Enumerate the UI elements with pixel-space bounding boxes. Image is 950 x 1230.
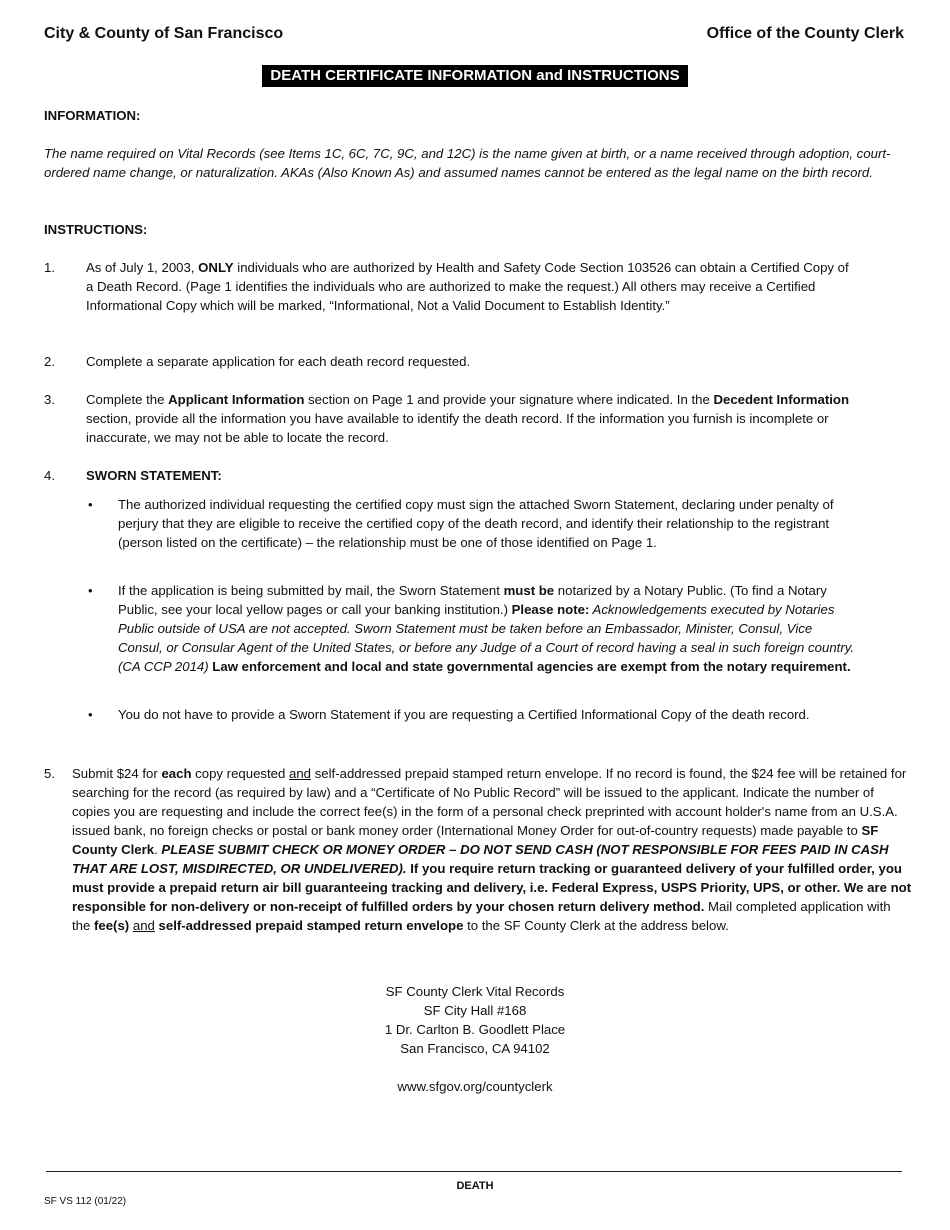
italic-run: PLEASE SUBMIT CHECK OR MONEY ORDER – DO NOT SEND CASH (NOT RESPONSIBLE FOR FEES PAID IN CASH THAT ARE LOST, MISDIRECTED, OR UNDELIVERED). <box>72 842 889 876</box>
sworn-bullet-1: The authorized individual requesting the certified copy must sign the attached Sworn Statement, declaring under penalty of perjury that they are eligible to receive the certified copy of the death record, and identify their relationship to the registrant (person listed on the certificate) – the relationship must be one of those identified on Page 1. <box>118 497 834 550</box>
emphasis: If you require return tracking or guaranteed delivery of your fulfilled order, you must provide a prepaid return air bill guaranteeing tracking and delivery, i.e. Federal Express, USPS Priority, UPS, or other. We are not responsible for non-delivery or non-receipt of fulfilled orders by your chosen return delivery method. <box>72 861 912 914</box>
emphasis: each <box>161 766 192 781</box>
underline-run: and <box>132 918 155 933</box>
information-heading: INFORMATION: <box>44 108 141 123</box>
emphasis: Please note: <box>511 602 590 617</box>
bullet-icon: • <box>88 583 93 598</box>
emphasis: Law enforcement and local and state governmental agencies are exempt from the notary requirement. <box>208 659 851 674</box>
text-run: If the application is being submitted by mail, the Sworn Statement <box>118 583 504 598</box>
website-link[interactable]: www.sfgov.org/countyclerk <box>397 1079 553 1094</box>
instructions-heading: INSTRUCTIONS: <box>44 222 148 237</box>
item-4-number: 4. <box>44 468 55 483</box>
text-run: individuals who are authorized by Health and Safety Code Section 103526 can obtain a Certified Copy of a Death Record. (Page 1 identifies the individuals who are authorized to make the request.) All others may receive a Certified Informational Copy which will be marked, “Informational, Not a Valid Document to Establish Identity.” <box>86 260 849 313</box>
emphasis: must be <box>503 583 555 598</box>
text-run: section, provide all the information you have available to identify the death record. If the information you furnish is incomplete or inaccurate, we may not be able to locate the record. <box>86 411 829 445</box>
text-run: self-addressed prepaid stamped return envelope. If no record is found, the $24 fee will be retained for searching for the record (as required by law) and a “Certificate of No Public Record” will be issued to the applicant. Indicate the number of copies you are requesting and include the correct fee(s) in the form of a personal check preprinted with account holder's name from an U.S.A. issued bank, no foreign checks or postal or bank money order (International Money Order for out-of-country requests) made payable to <box>72 766 907 838</box>
text-run: . <box>154 842 162 857</box>
text-run: copy requested <box>191 766 290 781</box>
item-5-number: 5. <box>44 766 55 781</box>
text-run: section on Page 1 and provide your signature where indicated. In the <box>304 392 714 407</box>
text-run: notarized by a Notary Public. (To find a Notary Public, see your local yellow pages or call your banking institution.) <box>118 583 827 617</box>
page-title: DEATH CERTIFICATE INFORMATION and INSTRUCTIONS <box>262 65 688 87</box>
emphasis: self-addressed prepaid stamped return envelope <box>158 918 464 933</box>
address-line: SF County Clerk Vital Records <box>385 984 565 999</box>
emphasis: ONLY <box>198 260 234 275</box>
underline-run: and <box>289 766 312 781</box>
sworn-bullet-2 <box>118 581 858 676</box>
form-id: SF VS 112 (01/22) <box>44 1196 127 1207</box>
footer-divider <box>46 1171 902 1172</box>
text-run: As of July 1, 2003, <box>86 260 199 275</box>
item-2-text: Complete a separate application for each death record requested. <box>86 354 471 369</box>
item-3-number: 3. <box>44 392 55 407</box>
italic-run: Acknowledgements executed by Notaries Public outside of USA are not accepted. Sworn Statement must be taken before an Embassador, Minister, Consul, Vice Consul, or Consular Agent of the United States, or before any Judge of a Court of record having a seal in such foreign country. (CA CCP 2014) <box>118 602 854 674</box>
item-3-text <box>86 390 856 447</box>
address-line: San Francisco, CA 94102 <box>400 1041 550 1056</box>
footer-label: DEATH <box>456 1180 494 1192</box>
emphasis: SF County Clerk <box>72 823 879 857</box>
header-left: City & County of San Francisco <box>44 25 284 42</box>
emphasis: fee(s) <box>94 918 130 933</box>
bullet-icon: • <box>88 707 93 722</box>
header-right: Office of the County Clerk <box>706 25 904 42</box>
text-run: to the SF County Clerk at the address below. <box>463 918 729 933</box>
item-1-number: 1. <box>44 260 55 275</box>
mailing-address <box>0 982 950 1058</box>
text-run: Mail completed application with the <box>72 899 891 933</box>
bullet-icon: • <box>88 497 93 512</box>
emphasis: Decedent Information <box>713 392 850 407</box>
item-5-text <box>72 764 912 935</box>
information-text: The name required on Vital Records (see Items 1C, 6C, 7C, 9C, and 12C) is the name given at birth, or a name received through adoption, court-ordered name change, or naturalization. AKAs (Also Known As) and assumed names cannot be entered as the legal name on the birth record. <box>44 146 891 180</box>
emphasis: Applicant Information <box>168 392 305 407</box>
item-2-number: 2. <box>44 354 55 369</box>
text-run: Complete the <box>86 392 169 407</box>
sworn-bullet-3: You do not have to provide a Sworn Statement if you are requesting a Certified Informational Copy of the death record. <box>118 707 810 722</box>
address-line: SF City Hall #168 <box>423 1003 527 1018</box>
sworn-statement-heading: SWORN STATEMENT: <box>86 468 222 483</box>
address-line: 1 Dr. Carlton B. Goodlett Place <box>384 1022 566 1037</box>
text-run: Submit $24 for <box>72 766 162 781</box>
item-1-text <box>86 258 856 315</box>
